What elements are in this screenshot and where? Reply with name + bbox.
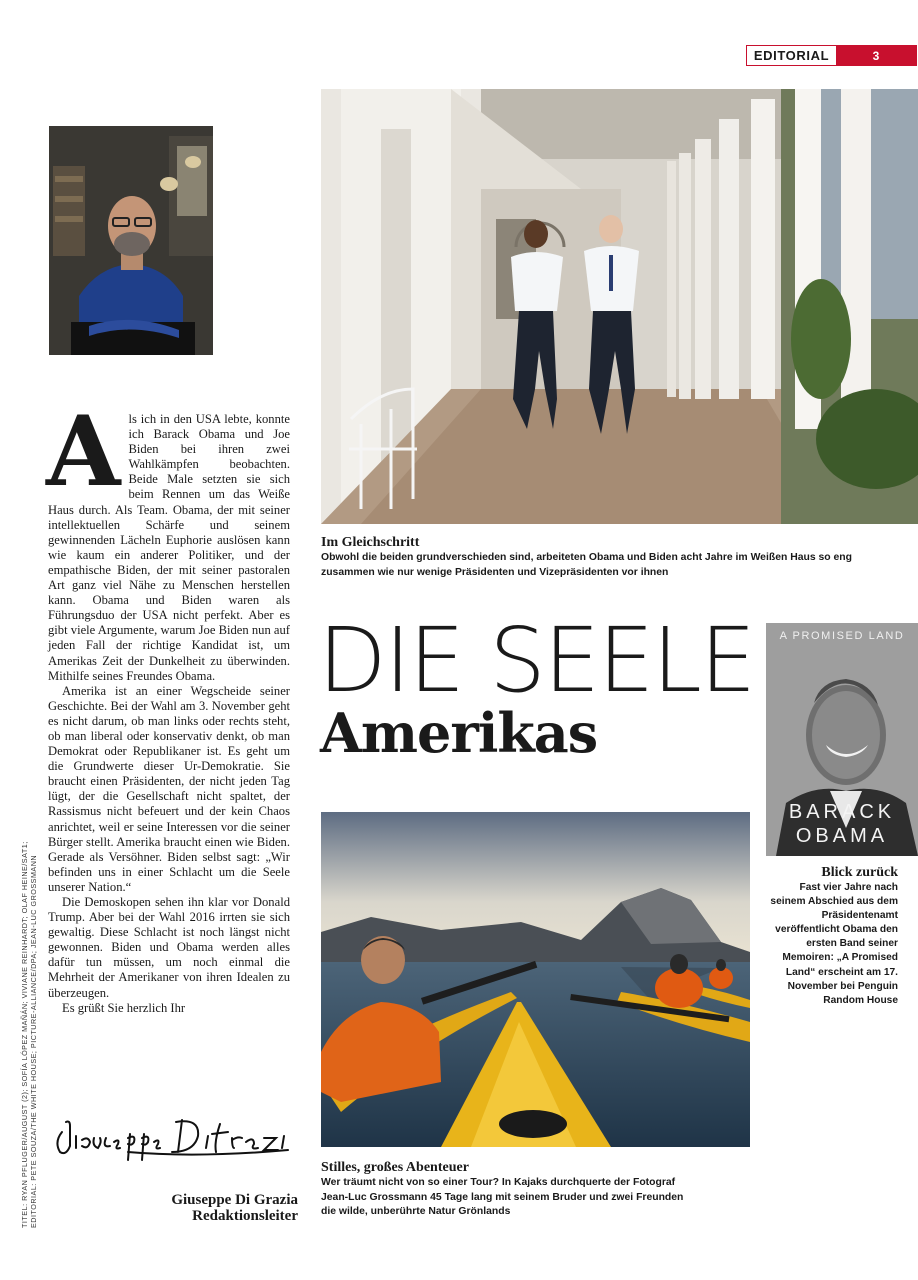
colonnade-caption-title: Im Gleichschritt	[321, 535, 420, 550]
book-author-last: OBAMA	[795, 825, 889, 847]
page-number: 3	[836, 46, 916, 65]
book-caption-title: Blick zurück	[821, 865, 898, 880]
colonnade-caption	[321, 534, 881, 580]
editorial-body	[46, 395, 290, 1016]
handwritten-signature	[48, 1112, 298, 1162]
credits-line-2: EDITORIAL: PETE SOUZA/THE WHITE HOUSE; PICTURE-ALLIANCE/DPA; JEAN-LUC GROSSMANN	[29, 854, 39, 1228]
colonnade-caption-text: Obwohl die beiden grundverschieden sind, arbeiteten Obama und Biden acht Jahre im Weißen Haus so eng zusammen wie nur wenige Präsidenten und Vizepräsidenten vor ihnen	[321, 552, 852, 578]
photo-credits	[20, 788, 39, 1228]
colonnade-photo	[321, 89, 918, 524]
book-caption	[766, 864, 898, 1008]
section-label: EDITORIAL	[753, 48, 830, 63]
credits-line-1: TITEL: RYAN PFLUGER/AUGUST (2); SOFÍA LÓPEZ MAÑÁN; VIVIANE REINHARDT; OLAF HEINE/SAT1;	[20, 841, 29, 1228]
book-cover	[766, 623, 918, 856]
book-author-first: BARACK	[788, 801, 896, 823]
headline-line-2: Amerikas	[320, 701, 598, 765]
paragraph-4: Es grüßt Sie herzlich Ihr	[62, 1000, 186, 1015]
paragraph-2: Amerika ist an einer Wegscheide seiner Geschichte. Bei der Wahl am 3. November geht es nicht darum, ob man links oder rechts steht, ob man liberal oder konservativ denkt, ob man Demokrat oder Republikaner ist. Es geht um die Grundwerte dieser Ur-Demokratie. Sie braucht einen Präsidenten, der nicht jeden Tag lügt, der die Gesellschaft nicht spaltet, der Rassismus nicht befeuert und der kein Chaos anrichtet, weil er seine Interessen vor die seiner Bürger stellt. Amerika braucht einen wie Biden. Gerade als Versöhner. Biden selbst sagt: „Wir befinden uns in einer Schlacht um die Seele unserer Nation.“	[48, 683, 290, 894]
paragraph-3: Die Demoskopen sehen ihn klar vor Donald Trump. Aber bei der Wahl 2016 irrten sie sich gewaltig. Diese Schlacht ist noch längst nicht gewonnen. Biden und Obama werden alles dafür tun müssen, um noch einmal die Mehrheit der Amerikaner von ihren Idealen zu überzeugen.	[48, 895, 290, 1000]
signer-name: Giuseppe Di Grazia	[171, 1192, 298, 1208]
book-caption-text: Fast vier Jahre nach seinem Abschied aus dem Präsidentenamt veröffentlicht Obama den ersten Band seiner Memoiren: „A Promised Land“ erscheint am 17. November bei Penguin Random House	[770, 882, 898, 1006]
paragraph-1: Als ich in den USA lebte, konnte ich Barack Obama und Joe Biden bei ihren zwei Wahlkämpfen beobachten. Beide Male setzten sie sich beim Rennen um das Weiße Haus durch. Als Team. Obama, der mit seiner intellektuellen Schärfe und seinem gewinnenden Lächeln Euphorie auslösen kann wie kaum ein anderer Politiker, und der empathische Biden, der mit seiner pastoralen Art ganz viel Nähe zu Menschen herstellen kann. Obama und Biden waren als Führungsduo der USA nicht perfekt. Aber es gibt viele Argumente, warum Joe Biden nun auf jeden Fall der richtige Kandidat ist, um Amerikas Zeit der Dunkelheit zu überwinden. Mithilfe seines Freundes Obama.	[46, 395, 290, 683]
section-header	[746, 45, 917, 66]
signer-title: Redaktionsleiter	[192, 1208, 298, 1224]
kayak-photo	[321, 812, 750, 1147]
kayak-caption-text: Wer träumt nicht von so einer Tour? In Kajaks durchquerte der Fotograf Jean-Luc Grossmann 45 Tage lang mit seinem Bruder und zwei Freunden die wilde, unberührte Natur Grönlands	[321, 1177, 684, 1217]
book-series-title: A PROMISED LAND	[779, 630, 905, 642]
signature-text: Giuseppe Di Grazia	[48, 1112, 56, 1113]
author-portrait-photo	[49, 126, 213, 355]
kayak-caption	[321, 1159, 701, 1220]
signer-block	[100, 1192, 298, 1224]
drop-cap: A	[46, 395, 121, 508]
kayak-caption-title: Stilles, großes Abenteuer	[321, 1160, 469, 1175]
headline-line-1: DIE SEELE	[318, 608, 755, 712]
